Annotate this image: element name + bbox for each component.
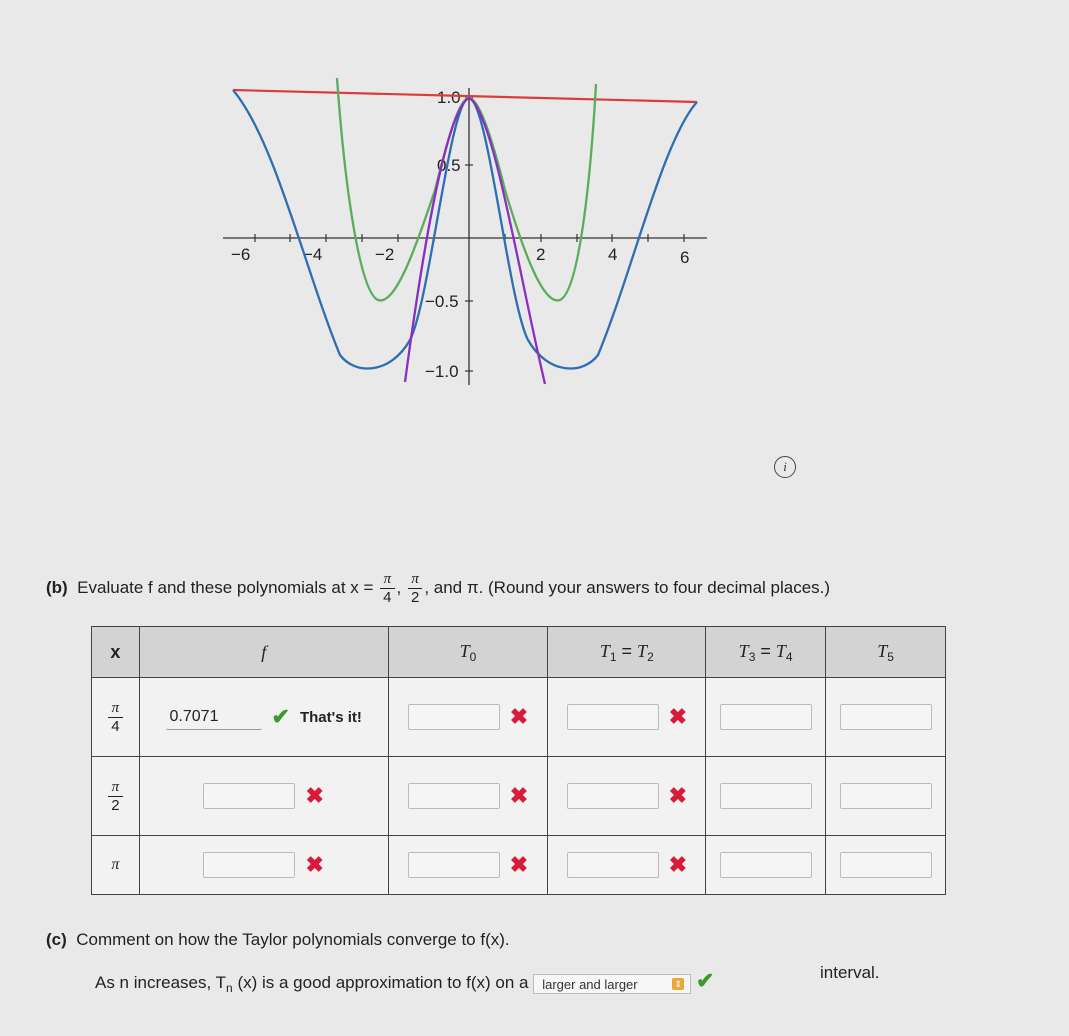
check-icon: ✔ [271,704,290,729]
cell-t1-t2 [548,678,706,757]
cell-t5 [826,757,946,836]
header-t1-t2: $T_1 = T_2$ [548,627,706,678]
interval-dropdown[interactable] [533,974,691,994]
purple-curve-t2 [405,98,545,384]
blue-curve-cos [233,90,697,369]
answer-sub: n [226,981,233,995]
f-input[interactable]: 0.7071 [166,704,262,730]
part-b-prompt: (b) Evaluate f and these polynomials at x = $\frac{\pi}{4}$ , $\frac{\pi}{2}$ , and π. (Round your answers to four decimal places.) [46,571,831,606]
x-tick-label: 4 [608,245,618,264]
f-input[interactable] [203,852,295,878]
t1-t2-input[interactable] [567,704,659,730]
header-x: x [92,627,140,678]
row-label-pi-2: $\frac{\pi}{2}$ [92,757,140,836]
answer-prefix: As n increases, T [95,973,227,992]
cell-t3-t4 [706,836,826,895]
evaluation-table [91,626,946,895]
dropdown-arrow-icon[interactable]: ⇕ [672,978,684,990]
cell-f [139,757,388,836]
x-mark-icon: ✖ [509,783,529,808]
t3-t4-input[interactable] [720,783,812,809]
row-label-pi: π [92,836,140,895]
y-tick-label: −1.0 [425,362,459,381]
answer-mid: (x) is a good approximation to f(x) on a [237,973,529,992]
x-mark-icon: ✖ [305,852,324,877]
fraction-pi-over-2 [408,570,422,607]
t0-input[interactable] [408,783,500,809]
cell-t5 [826,836,946,895]
y-tick-label: 1.0 [437,88,461,107]
row-label-pi-4: $\frac{\pi}{4}$ [92,678,140,757]
y-tick-label: 0.5 [437,156,461,175]
x-tick-label: −6 [231,245,251,264]
cell-f [139,836,388,895]
t5-input[interactable] [840,783,932,809]
table-row [92,678,946,757]
info-icon[interactable]: i [774,456,796,478]
check-icon: ✔ [695,968,715,993]
dropdown-value: larger and larger [542,976,638,992]
part-b-text-after: , and π. (Round your answers to four decimal places.) [424,577,831,597]
fraction-pi-over-4 [380,570,394,607]
t0-input[interactable] [408,852,500,878]
header-t0: $T_0$ [388,627,548,678]
frac-den: 2 [410,589,420,606]
x-mark-icon: ✖ [509,852,529,877]
t3-t4-input[interactable] [720,704,812,730]
cell-t3-t4 [706,678,826,757]
taylor-graph [215,70,715,390]
part-b-text-before: Evaluate f and these polynomials at x = [77,577,374,597]
t5-input[interactable] [840,704,932,730]
x-mark-icon: ✖ [668,704,687,729]
x-tick-label: −4 [303,245,323,264]
frac-num: π [408,570,422,589]
t0-input[interactable] [408,704,500,730]
cell-t1-t2 [548,757,706,836]
part-c-label: (c) [46,930,67,949]
frac-num: π [380,570,394,589]
x-tick-label: 2 [536,245,546,264]
f-input[interactable] [203,783,295,809]
header-t5: $T_5$ [826,627,946,678]
part-c-prompt [46,930,510,950]
table-row [92,836,946,895]
part-c-question: Comment on how the Taylor polynomials converge to f(x). [76,930,510,949]
correct-feedback: That's it! [299,708,362,726]
table-row [92,757,946,836]
t1-t2-input[interactable] [567,783,659,809]
t1-t2-input[interactable] [567,852,659,878]
answer-suffix: interval. [820,963,880,982]
x-tick-label: −2 [375,245,395,264]
header-f: f [139,627,388,678]
cell-t5 [826,678,946,757]
cell-f [139,678,388,757]
green-curve-t4 [337,78,596,300]
frac-den: 4 [383,589,392,606]
y-tick-label: −0.5 [425,292,459,311]
x-mark-icon: ✖ [668,852,687,877]
part-c-answer [95,968,714,995]
header-t3-t4: $T_3 = T_4$ [706,627,826,678]
x-mark-icon: ✖ [305,783,324,808]
cell-t0 [388,678,548,757]
part-b-label: (b) [46,577,68,597]
x-mark-icon: ✖ [668,783,687,808]
cell-t1-t2 [548,836,706,895]
cell-t0 [388,836,548,895]
cell-t3-t4 [706,757,826,836]
x-tick-label: 6 [680,248,690,267]
t5-input[interactable] [840,852,932,878]
t3-t4-input[interactable] [720,852,812,878]
table-header-row [92,627,946,678]
x-mark-icon: ✖ [509,704,529,729]
cell-t0 [388,757,548,836]
